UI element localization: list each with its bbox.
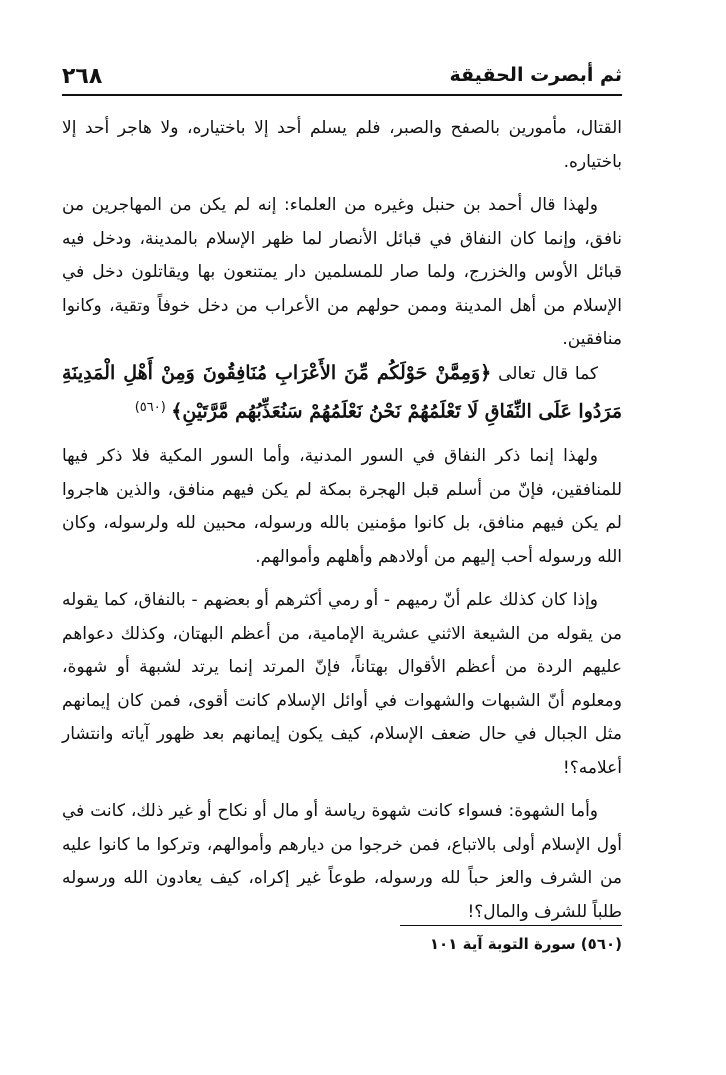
footnote: (٥٦٠) سورة التوبة آية ١٠١ [429,935,622,953]
quran-verse: ﴿وَمِمَّنْ حَوْلَكُم مِّنَ الأَعْرَابِ مُنَافِقُونَ وَمِنْ أَهْلِ الْمَدِينَةِ مَرَدُوا عَلَى النِّفَاقِ لَا تَعْلَمُهُمْ نَحْنُ نَعْلَمُهُمْ سَنُعَذِّبُهُم مَّرَّتَيْنِ﴾ [62,361,622,423]
page-header [62,62,622,92]
header-rule [62,94,622,96]
paragraph-1: القتال، مأمورين بالصفح والصبر، فلم يسلم أحد إلا باختياره، ولا هاجر أحد إلا باختياره. [62,118,622,172]
footnote-rule [400,925,622,926]
verse-intro: كما قال تعالى [498,363,598,384]
footnote-reference: (٥٦٠) [134,400,166,415]
verse-paragraph [62,357,622,431]
page-number: ٢٦٨ [62,64,103,89]
paragraph-5: وأما الشهوة: فسواء كانت شهوة رياسة أو مال أو نكاح أو غير ذلك، كانت في أول الإسلام أولى بالاتباع، فمن خرجوا من ديارهم وأموالهم، وتركوا ما كانوا عليه من الشرف والعز حباً لله ورسوله، طوعاً غير إكراه، كيف يعادون الله ورسوله طلباً للشرف والمال؟! [62,801,622,922]
paragraph-4: وإذا كان كذلك علم أنّ رميهم - أو رمي أكثرهم أو بعضهم - بالنفاق، كما يقوله من يقوله من الشيعة الاثني عشرية الإمامية، من أعظم البهتان، وكذلك دعواهم عليهم الردة من أعظم الأقوال بهتاناً، فإنّ المرتد إنما يرتد لشبهة أو شهوة، ومعلوم أنّ الشبهات والشهوات في أوائل الإسلام كانت أقوى، فمن كان إيمانهم مثل الجبال في حال ضعف الإسلام، كيف يكون إيمانهم بعد ظهور آياته وانتشار أعلامه؟! [62,590,622,778]
running-title: ثم أبصرت الحقيقة [449,64,622,86]
paragraph-2: ولهذا قال أحمد بن حنبل وغيره من العلماء: إنه لم يكن من المهاجرين من نافق، وإنما كان النفاق في قبائل الأنصار لما ظهر الإسلام بالمدينة، ودخل فيه قبائل الأوس والخزرج، ولما صار للمسلمين دار يمتنعون بها ويقاتلون دخل في الإسلام من أهل المدينة وممن حولهم من الأعراب من دخل خوفاً وتقية، وكانوا منافقين. [62,195,622,349]
body-text [62,112,622,929]
paragraph-3: ولهذا إنما ذكر النفاق في السور المدنية، وأما السور المكية فلا ذكر فيها للمنافقين، فإنّ من أسلم قبل الهجرة بمكة لم يكن فيهم منافق، والذين هاجروا لم يكن فيهم منافق، بل كانوا مؤمنين بالله ورسوله، محبين لله ولرسوله، وكان الله ورسوله أحب إليهم من أولادهم وأهلهم وأموالهم. [62,446,622,567]
